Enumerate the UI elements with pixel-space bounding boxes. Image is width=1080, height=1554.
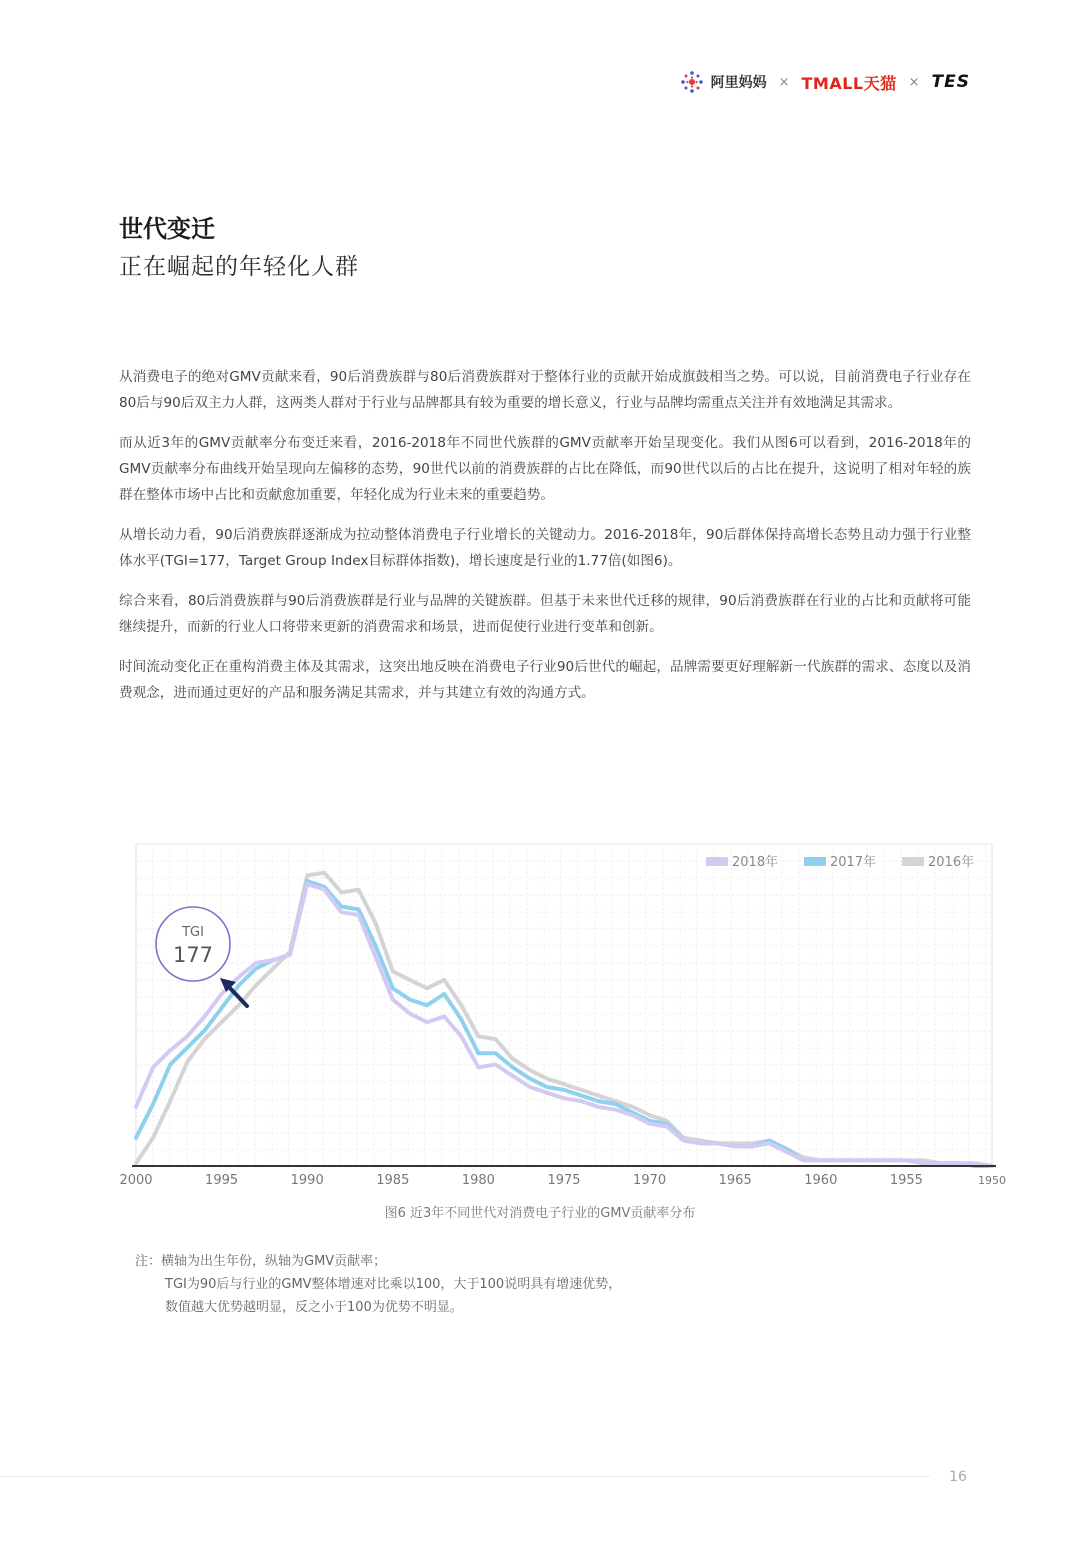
paragraph: 综合来看，80后消费族群与90后消费族群是行业与品牌的关键族群。但基于未来世代迁移的规律，90后消费族群在行业的占比和贡献将可能继续提升，而新的行业人口将带来更新的消费需求和场景，进而促使行业进行变革和创新。: [119, 593, 971, 635]
paragraph: 从消费电子的绝对GMV贡献来看，90后消费族群与80后消费族群对于整体行业的贡献开始成旗鼓相当之势。可以说，目前消费电子行业存在80后与90后双主力人群，这两类人群对于行业与品牌都具有较为重要的增长意义，行业与品牌均需重点关注并有效地满足其需求。: [119, 369, 971, 411]
footer-divider: [0, 1476, 930, 1477]
alimama-logo: [679, 69, 767, 95]
paragraph: 从增长动力看，90后消费族群逐渐成为拉动整体消费电子行业增长的关键动力。2016-2018年，90后群体保持高增长态势且动力强于行业整体水平(TGI=177，Target Group Index目标群体指数)，增长速度是行业的1.77倍(如图6)。: [119, 527, 971, 569]
x-tick-label: 1985: [376, 1173, 410, 1188]
header-logos: [679, 62, 970, 102]
x-tick-label: 1960: [804, 1173, 838, 1188]
tmall-logo: TMALL天猫: [801, 73, 897, 93]
x-tick-label: 1975: [547, 1173, 581, 1188]
x-tick-label: 1965: [718, 1173, 752, 1188]
body-text: [119, 364, 971, 720]
logo-separator: ×: [908, 74, 920, 90]
gmv-contribution-chart: [0, 830, 1080, 1230]
x-tick-label: 1950: [978, 1174, 1006, 1187]
page-title: 世代变迁: [119, 215, 215, 243]
x-tick-label: 1990: [290, 1173, 324, 1188]
tgi-value: 177: [172, 943, 214, 967]
legend-swatch: [804, 857, 826, 866]
tes-logo: TES: [931, 72, 970, 92]
alimama-mark-icon: [679, 69, 705, 95]
legend-label: 2018年: [732, 855, 779, 870]
plot-frame: [136, 844, 992, 1166]
legend-swatch: [706, 857, 728, 866]
logo-separator: ×: [778, 74, 790, 90]
note-line: 数值越大优势越明显，反之小于100为优势不明显。: [165, 1300, 463, 1315]
x-tick-label: 1955: [889, 1173, 923, 1188]
tgi-label: TGI: [182, 925, 204, 940]
legend-label: 2017年: [830, 855, 877, 870]
alimama-text: 阿里妈妈: [710, 75, 767, 91]
x-tick-label: 1970: [633, 1173, 667, 1188]
note-line: 注：横轴为出生年份，纵轴为GMV贡献率；: [135, 1254, 387, 1269]
x-tick-label: 1995: [205, 1173, 239, 1188]
figure-caption: 图6 近3年不同世代对消费电子行业的GMV贡献率分布: [384, 1206, 696, 1221]
x-tick-label: 1980: [461, 1173, 495, 1188]
paragraph: 而从近3年的GMV贡献率分布变迁来看，2016-2018年不同世代族群的GMV贡献率开始呈现变化。我们从图6可以看到，2016-2018年的GMV贡献率分布曲线开始呈现向左偏移的态势，90世代以前的消费族群的占比在降低，而90世代以后的占比在提升，这说明了相对年轻的族群在整体市场中占比和贡献愈加重要，年轻化成为行业未来的重要趋势。: [119, 435, 971, 503]
x-tick-label: 2000: [119, 1173, 153, 1188]
legend-swatch: [902, 857, 924, 866]
note-line: TGI为90后与行业的GMV整体增速对比乘以100，大于100说明具有增速优势，: [165, 1277, 622, 1292]
chart-note: [135, 1250, 621, 1319]
page-subtitle: 正在崛起的年轻化人群: [119, 254, 359, 280]
chart-svg: [0, 830, 1080, 1230]
paragraph: 时间流动变化正在重构消费主体及其需求，这突出地反映在消费电子行业90后世代的崛起，品牌需要更好理解新一代族群的需求、态度以及消费观念，进而通过更好的产品和服务满足其需求，并与其建立有效的沟通方式。: [119, 659, 971, 701]
legend-label: 2016年: [928, 855, 975, 870]
page-number: 16: [949, 1469, 967, 1485]
section-heading: [119, 212, 359, 284]
